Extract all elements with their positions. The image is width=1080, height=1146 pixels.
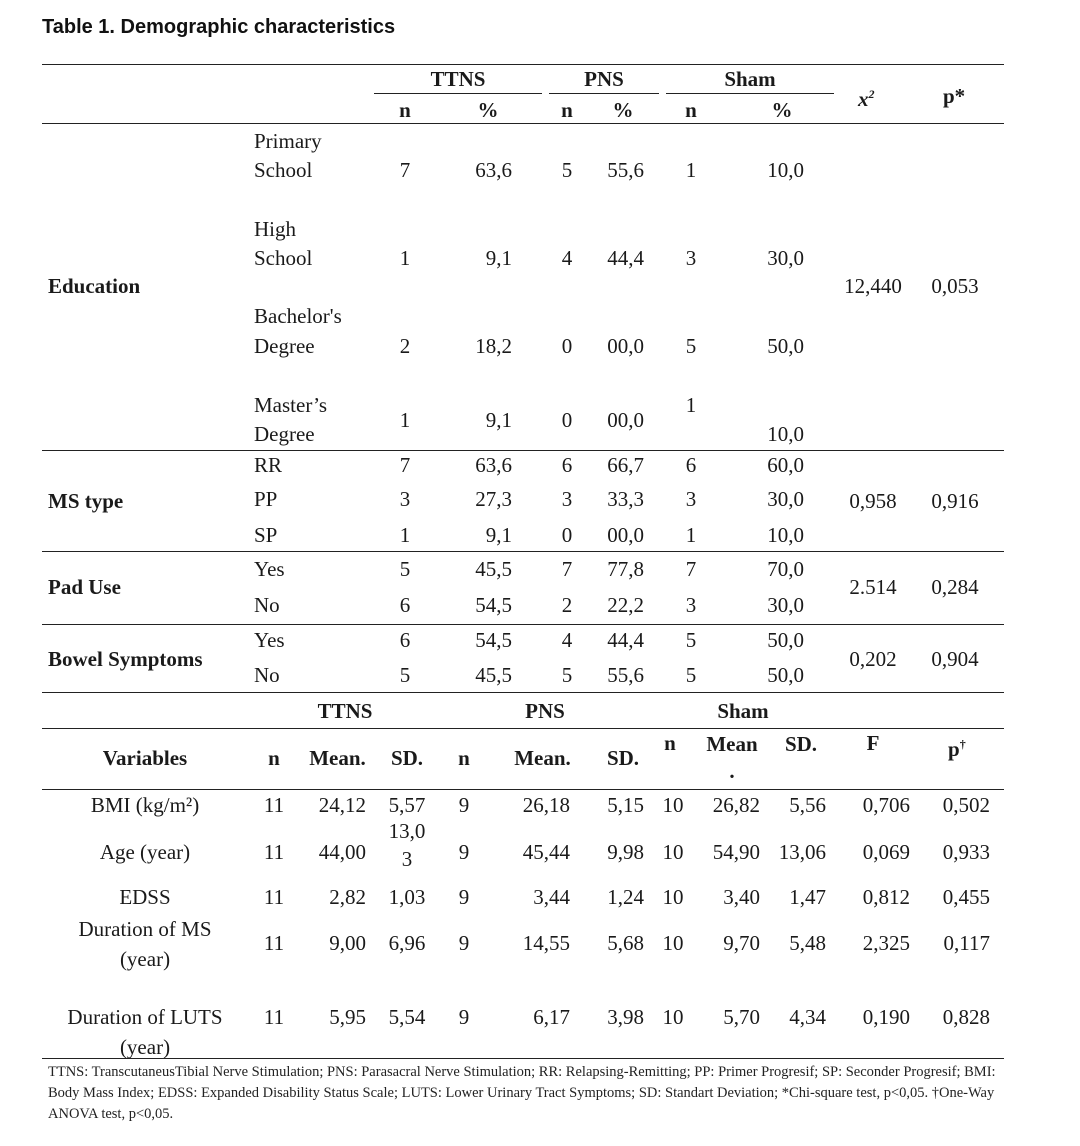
cell-sham-n: 7 xyxy=(685,557,697,581)
cell-sham-pct: 30,0 xyxy=(767,593,804,617)
chi-square-value: 0,202 xyxy=(849,647,897,671)
col-pct-sham: % xyxy=(771,98,793,122)
cell-ttns-mean: 44,00 xyxy=(318,840,366,864)
cell-ttns-n: 11 xyxy=(263,931,285,955)
row-label-line1: Primary xyxy=(254,129,322,153)
cell-sham-sd: 4,34 xyxy=(789,1005,826,1029)
cell-sham-pct: 30,0 xyxy=(767,487,804,511)
cell-pns-n: 9 xyxy=(458,840,470,864)
cell-sham-n: 3 xyxy=(685,593,697,617)
cell-pns-sd: 9,98 xyxy=(607,840,644,864)
cell-ttns-pct: 54,5 xyxy=(475,628,512,652)
cell-pns-pct: 33,3 xyxy=(607,487,644,511)
p-value: 0,916 xyxy=(931,489,979,513)
col-n-pns: n xyxy=(561,98,573,122)
cell-sham-sd: 1,47 xyxy=(789,885,826,909)
cell-sham-n: 1 xyxy=(685,393,697,417)
cell-pns-n: 3 xyxy=(561,487,573,511)
cell-ttns-n: 11 xyxy=(263,885,285,909)
cell-sham-pct: 50,0 xyxy=(767,663,804,687)
section-label: MS type xyxy=(48,489,124,513)
t2-col-mean-pns: Mean. xyxy=(514,746,571,770)
rule-sham xyxy=(666,93,834,94)
rule-top xyxy=(42,64,1004,65)
cell-pns-n: 0 xyxy=(561,523,573,547)
cell-f-value: 0,069 xyxy=(862,840,910,864)
cell-sham-n: 5 xyxy=(685,663,697,687)
col-pct-pns: % xyxy=(612,98,634,122)
cell-ttns-sd: 6,96 xyxy=(388,931,426,955)
variable-label-line1: Duration of MS xyxy=(78,917,212,941)
row-label: No xyxy=(254,663,280,687)
cell-sham-n: 1 xyxy=(685,158,697,182)
cell-ttns-sd: 5,57 xyxy=(388,793,426,817)
cell-sham-n: 10 xyxy=(662,793,684,817)
col-n-ttns: n xyxy=(399,98,411,122)
row-label: RR xyxy=(254,453,283,477)
col-p: p* xyxy=(943,84,966,108)
t2-col-p xyxy=(948,731,966,762)
row-label: PP xyxy=(254,487,278,511)
cell-ttns-n: 1 xyxy=(399,246,411,270)
cell-f-value: 2,325 xyxy=(862,931,910,955)
section-label: Pad Use xyxy=(48,575,121,599)
cell-pns-sd: 5,15 xyxy=(607,793,644,817)
t2-col-mean-sham: Mean xyxy=(706,732,758,756)
rule-ttns xyxy=(374,93,542,94)
cell-ttns-mean: 24,12 xyxy=(318,793,366,817)
row-label-line2: Degree xyxy=(254,422,315,446)
cell-sham-n: 10 xyxy=(662,1005,684,1029)
cell-ttns-pct: 27,3 xyxy=(475,487,512,511)
cell-pns-mean: 26,18 xyxy=(522,793,570,817)
cell-sham-pct: 60,0 xyxy=(767,453,804,477)
rule-table2-colheads xyxy=(42,789,1004,790)
cell-pns-pct: 55,6 xyxy=(607,158,644,182)
cell-sham-pct: 10,0 xyxy=(767,158,804,182)
cell-pns-mean: 14,55 xyxy=(522,931,570,955)
cell-ttns-mean: 5,95 xyxy=(329,1005,366,1029)
row-label: SP xyxy=(254,523,278,547)
cell-pns-n: 9 xyxy=(458,885,470,909)
row-label-line1: Master’s xyxy=(254,393,328,417)
cell-ttns-pct: 45,5 xyxy=(475,663,512,687)
t2-col-n-ttns: n xyxy=(268,746,280,770)
t2-group-pns: PNS xyxy=(525,699,565,723)
cell-ttns-pct: 9,1 xyxy=(485,523,512,547)
variable-label-line2: (year) xyxy=(119,1035,171,1059)
t2-col-sd-pns: SD. xyxy=(606,746,640,770)
cell-pns-n: 4 xyxy=(561,628,573,652)
cell-sham-mean: 5,70 xyxy=(723,1005,760,1029)
variable-label-line1: EDSS xyxy=(119,885,171,909)
t2-p-sup: † xyxy=(959,737,966,751)
cell-sham-pct: 50,0 xyxy=(767,334,804,358)
t2-group-ttns: TTNS xyxy=(317,699,373,723)
cell-sham-mean: 54,90 xyxy=(712,840,760,864)
chi-label: x xyxy=(858,87,869,111)
cell-pns-sd: 3,98 xyxy=(607,1005,644,1029)
rule-paduse xyxy=(42,624,1004,625)
cell-sham-pct: 50,0 xyxy=(767,628,804,652)
cell-ttns-n: 11 xyxy=(263,840,285,864)
cell-p-value: 0,933 xyxy=(942,840,990,864)
cell-pns-n: 5 xyxy=(561,158,573,182)
t2-col-n-pns: n xyxy=(458,746,470,770)
t2-col-sd-sham: SD. xyxy=(784,732,818,756)
variable-label-line1: BMI (kg/m²) xyxy=(90,793,200,817)
cell-pns-sd: 1,24 xyxy=(607,885,644,909)
cell-pns-pct: 66,7 xyxy=(607,453,644,477)
cell-pns-pct: 44,4 xyxy=(607,628,644,652)
t2-p-label: p xyxy=(948,737,960,761)
rule-education xyxy=(42,450,1004,451)
row-label-line1: Bachelor's xyxy=(254,304,342,328)
cell-sham-n: 1 xyxy=(685,523,697,547)
cell-f-value: 0,812 xyxy=(862,885,910,909)
cell-ttns-pct: 54,5 xyxy=(475,593,512,617)
cell-sham-n: 6 xyxy=(685,453,697,477)
p-value: 0,284 xyxy=(931,575,979,599)
cell-pns-n: 7 xyxy=(561,557,573,581)
cell-ttns-pct: 63,6 xyxy=(475,453,512,477)
cell-ttns-pct: 63,6 xyxy=(475,158,512,182)
rule-pns xyxy=(549,93,659,94)
cell-sham-mean: 26,82 xyxy=(712,793,760,817)
rule-header-bottom xyxy=(42,123,1004,124)
cell-pns-mean: 45,44 xyxy=(522,840,570,864)
cell-ttns-sd-line1: 13,0 xyxy=(388,819,426,843)
cell-pns-sd: 5,68 xyxy=(607,931,644,955)
cell-ttns-sd: 5,54 xyxy=(388,1005,426,1029)
col-chi-square xyxy=(858,81,875,112)
cell-pns-n: 9 xyxy=(458,1005,470,1029)
cell-sham-pct: 10,0 xyxy=(767,523,804,547)
rule-mstype xyxy=(42,551,1004,552)
cell-pns-n: 6 xyxy=(561,453,573,477)
cell-sham-pct: 70,0 xyxy=(767,557,804,581)
cell-sham-sd: 5,56 xyxy=(789,793,826,817)
cell-pns-pct: 55,6 xyxy=(607,663,644,687)
cell-sham-pct: 30,0 xyxy=(767,246,804,270)
t2-col-variables: Variables xyxy=(102,746,188,770)
table-title: Table 1. Demographic characteristics xyxy=(42,16,396,38)
group-header-ttns: TTNS xyxy=(430,67,486,91)
cell-ttns-pct: 45,5 xyxy=(475,557,512,581)
cell-ttns-n: 11 xyxy=(263,1005,285,1029)
cell-pns-pct: 00,0 xyxy=(607,523,644,547)
cell-ttns-n: 2 xyxy=(399,334,411,358)
row-label-line2: Degree xyxy=(254,334,315,358)
rule-bowel xyxy=(42,692,1004,693)
cell-sham-n: 5 xyxy=(685,334,697,358)
cell-f-value: 0,190 xyxy=(862,1005,910,1029)
group-header-sham: Sham xyxy=(724,67,776,91)
cell-ttns-n: 1 xyxy=(399,523,411,547)
p-value: 0,053 xyxy=(931,274,979,298)
variable-label-line1: Duration of LUTS xyxy=(67,1005,223,1029)
cell-pns-n: 2 xyxy=(561,593,573,617)
col-pct-ttns: % xyxy=(477,98,499,122)
cell-ttns-n: 11 xyxy=(263,793,285,817)
variable-label-line2: (year) xyxy=(119,947,171,971)
t2-col-f: F xyxy=(866,731,880,755)
cell-sham-sd: 5,48 xyxy=(789,931,826,955)
cell-ttns-sd: 1,03 xyxy=(388,885,426,909)
cell-ttns-mean: 2,82 xyxy=(329,885,366,909)
row-label-line2: School xyxy=(254,158,313,182)
chi-square-value: 2.514 xyxy=(849,575,897,599)
group-header-pns: PNS xyxy=(584,67,624,91)
cell-sham-sd: 13,06 xyxy=(778,840,826,864)
footnote: TTNS: TranscutaneusTibial Nerve Stimulation; PNS: Parasacral Nerve Stimulation; RR: Relapsing-Remitting; PP: Primer Progresif; SP: Seconder Progresif; BMI: Body Mass Index; EDSS: Expanded Disability Status Scale; LUTS: Lower Urinary Tract Symptoms; SD: Standart Deviation; *Chi-square test, p<0,05. †One-Way ANOVA test, p<0,05. xyxy=(48,1064,996,1122)
t2-col-mean-sham-dot: . xyxy=(729,759,735,783)
cell-ttns-n: 3 xyxy=(399,487,411,511)
t2-col-mean-ttns: Mean. xyxy=(309,746,366,770)
cell-pns-pct: 22,2 xyxy=(607,593,644,617)
t2-col-sd-ttns: SD. xyxy=(390,746,424,770)
cell-ttns-n: 5 xyxy=(399,663,411,687)
cell-sham-n: 10 xyxy=(662,931,684,955)
chi-square-value: 0,958 xyxy=(849,489,897,513)
cell-pns-n: 4 xyxy=(561,246,573,270)
cell-f-value: 0,706 xyxy=(862,793,910,817)
cell-sham-n: 3 xyxy=(685,246,697,270)
cell-pns-pct: 44,4 xyxy=(607,246,644,270)
cell-sham-n: 3 xyxy=(685,487,697,511)
cell-pns-n: 9 xyxy=(458,931,470,955)
cell-sham-n: 10 xyxy=(662,885,684,909)
cell-pns-n: 0 xyxy=(561,408,573,432)
cell-ttns-mean: 9,00 xyxy=(329,931,366,955)
cell-sham-mean: 3,40 xyxy=(723,885,760,909)
cell-sham-mean: 9,70 xyxy=(723,931,760,955)
cell-ttns-n: 5 xyxy=(399,557,411,581)
section-label: Bowel Symptoms xyxy=(48,647,203,671)
row-label: Yes xyxy=(254,557,285,581)
cell-sham-n: 10 xyxy=(662,840,684,864)
cell-ttns-pct: 9,1 xyxy=(485,408,512,432)
cell-pns-n: 9 xyxy=(458,793,470,817)
cell-ttns-n: 7 xyxy=(399,158,411,182)
cell-pns-pct: 00,0 xyxy=(607,334,644,358)
row-label-line1: High xyxy=(254,217,296,241)
cell-ttns-n: 7 xyxy=(399,453,411,477)
variable-label-line1: Age (year) xyxy=(99,840,191,864)
cell-p-value: 0,502 xyxy=(942,793,990,817)
cell-pns-n: 0 xyxy=(561,334,573,358)
cell-ttns-n: 6 xyxy=(399,593,411,617)
cell-sham-pct: 10,0 xyxy=(767,422,804,446)
cell-pns-n: 5 xyxy=(561,663,573,687)
t2-group-sham: Sham xyxy=(717,699,769,723)
cell-ttns-n: 6 xyxy=(399,628,411,652)
cell-ttns-n: 1 xyxy=(399,408,411,432)
cell-pns-mean: 3,44 xyxy=(533,885,570,909)
cell-p-value: 0,828 xyxy=(942,1005,990,1029)
cell-pns-pct: 00,0 xyxy=(607,408,644,432)
rule-table2-header xyxy=(42,728,1004,729)
cell-ttns-pct: 18,2 xyxy=(475,334,512,358)
cell-ttns-pct: 9,1 xyxy=(485,246,512,270)
p-value: 0,904 xyxy=(931,647,979,671)
row-label: Yes xyxy=(254,628,285,652)
cell-pns-mean: 6,17 xyxy=(533,1005,570,1029)
cell-ttns-sd-line2: 3 xyxy=(401,847,413,871)
cell-pns-pct: 77,8 xyxy=(607,557,644,581)
cell-p-value: 0,117 xyxy=(943,931,990,955)
row-label-line2: School xyxy=(254,246,313,270)
col-n-sham: n xyxy=(685,98,697,122)
row-label: No xyxy=(254,593,280,617)
cell-sham-n: 5 xyxy=(685,628,697,652)
chi-sup: 2 xyxy=(868,87,875,101)
t2-col-n-sham: n xyxy=(664,731,676,755)
cell-p-value: 0,455 xyxy=(942,885,990,909)
section-label: Education xyxy=(48,274,141,298)
chi-square-value: 12,440 xyxy=(844,274,902,298)
